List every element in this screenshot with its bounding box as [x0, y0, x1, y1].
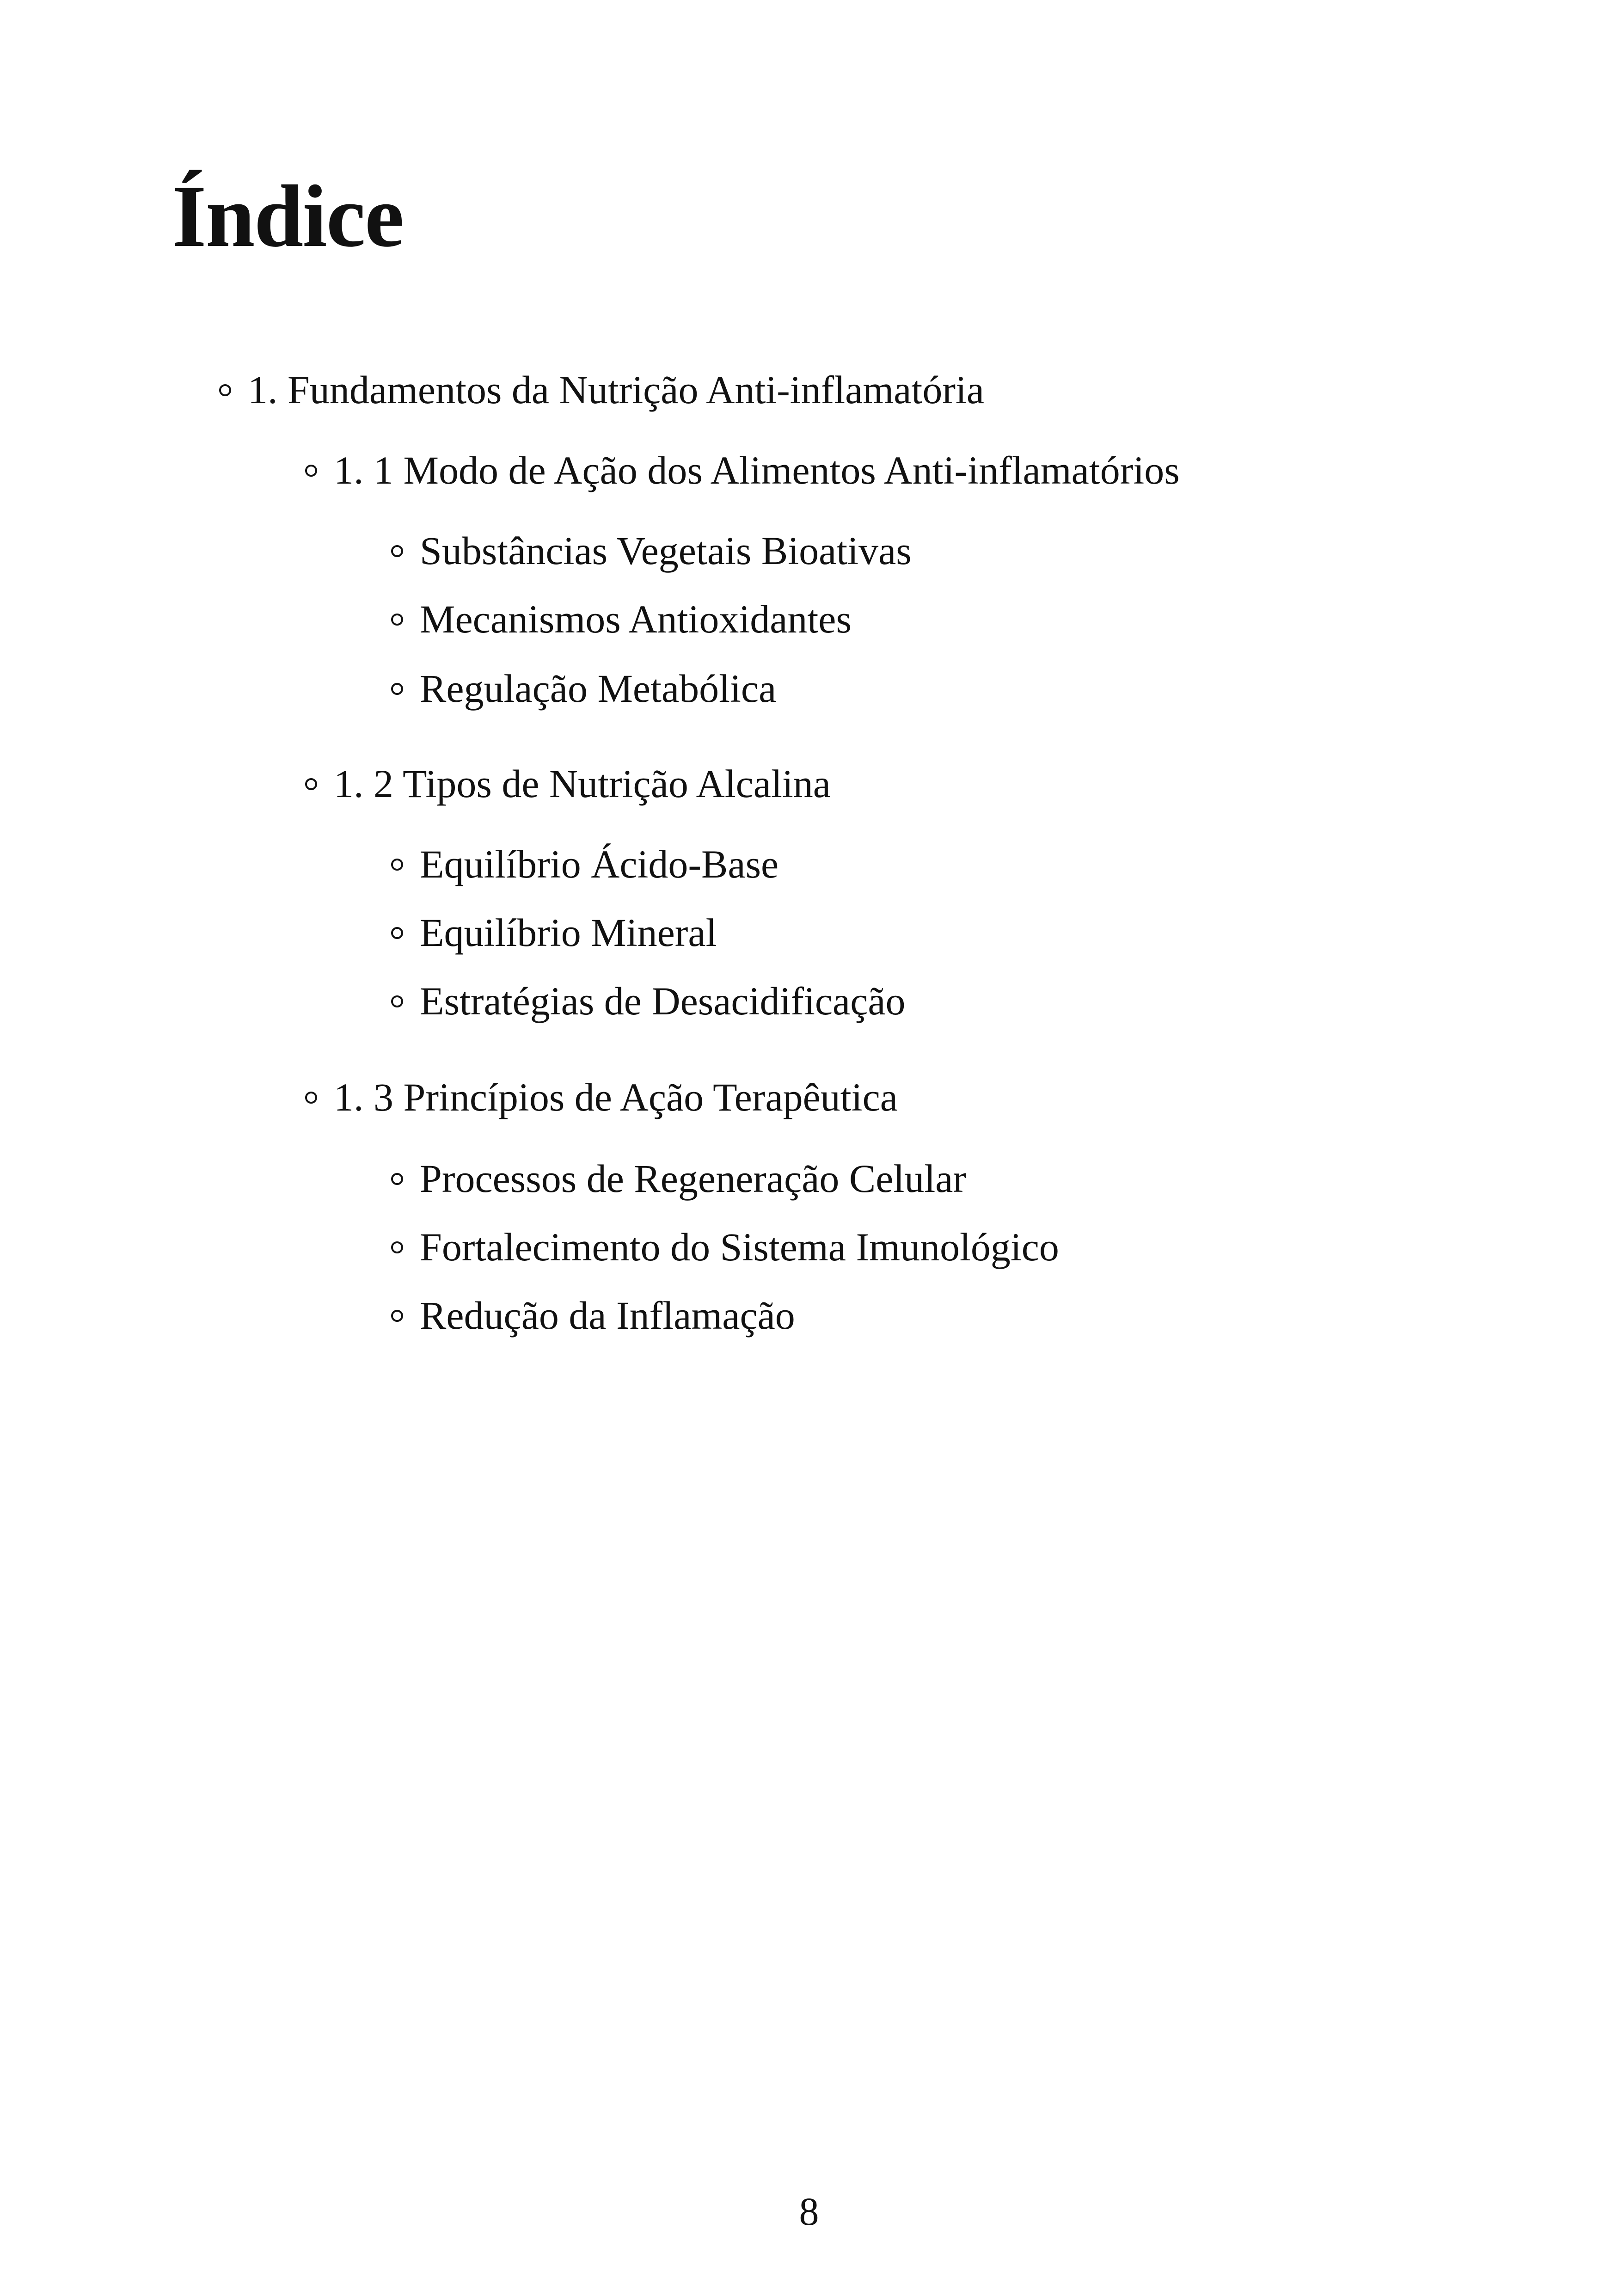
toc-subitem-label: Equilíbrio Mineral — [420, 910, 717, 955]
toc-subitem[interactable] — [391, 1156, 967, 1201]
toc-subitem[interactable] — [391, 666, 777, 711]
page-number: 8 — [799, 2189, 819, 2234]
page-title: Índice — [172, 167, 404, 265]
toc-subitem-label: Fortalecimento do Sistema Imunológico — [420, 1225, 1059, 1269]
circle-bullet-icon — [391, 545, 403, 557]
circle-bullet-icon — [391, 683, 403, 695]
toc-section-label: 1. 2 Tipos de Nutrição Alcalina — [334, 761, 831, 806]
circle-bullet-icon — [391, 859, 403, 871]
toc-subitem-label: Processos de Regeneração Celular — [420, 1156, 967, 1201]
circle-bullet-icon — [391, 995, 403, 1007]
toc-section-label: 1. 3 Princípios de Ação Terapêutica — [334, 1075, 898, 1119]
toc-subitem[interactable] — [391, 981, 906, 1021]
circle-bullet-icon — [391, 1310, 403, 1322]
toc-subitem-label: Redução da Inflamação — [420, 1293, 795, 1338]
toc-subitem[interactable] — [391, 599, 852, 639]
toc-subitem-label: Regulação Metabólica — [420, 666, 777, 711]
toc-subitem[interactable] — [391, 1293, 795, 1338]
toc-subitem[interactable] — [391, 844, 778, 884]
toc-section-2[interactable] — [305, 761, 831, 806]
toc-subitem-label: Estratégias de Desacidificação — [420, 979, 906, 1023]
circle-bullet-icon — [391, 1173, 403, 1185]
toc-section-1[interactable] — [305, 450, 1180, 490]
circle-bullet-icon — [305, 1092, 317, 1104]
toc-subitem[interactable] — [391, 910, 717, 955]
circle-bullet-icon — [305, 465, 317, 477]
circle-bullet-icon — [305, 778, 317, 790]
toc-chapter-label: 1. Fundamentos da Nutrição Anti-inflamatória — [248, 368, 985, 412]
toc-section-label: 1. 1 Modo de Ação dos Alimentos Anti-inflamatórios — [334, 448, 1180, 492]
toc-subitem-label: Equilíbrio Ácido-Base — [420, 842, 779, 886]
circle-bullet-icon — [391, 614, 403, 626]
toc-chapter[interactable] — [219, 370, 984, 410]
toc-subitem-label: Substâncias Vegetais Bioativas — [420, 528, 912, 573]
toc-section-3[interactable] — [305, 1077, 898, 1117]
circle-bullet-icon — [391, 1241, 403, 1253]
toc-subitem-label: Mecanismos Antioxidantes — [420, 597, 852, 641]
toc-subitem[interactable] — [391, 1227, 1059, 1267]
circle-bullet-icon — [391, 927, 403, 939]
toc-subitem[interactable] — [391, 528, 912, 573]
circle-bullet-icon — [219, 384, 231, 396]
